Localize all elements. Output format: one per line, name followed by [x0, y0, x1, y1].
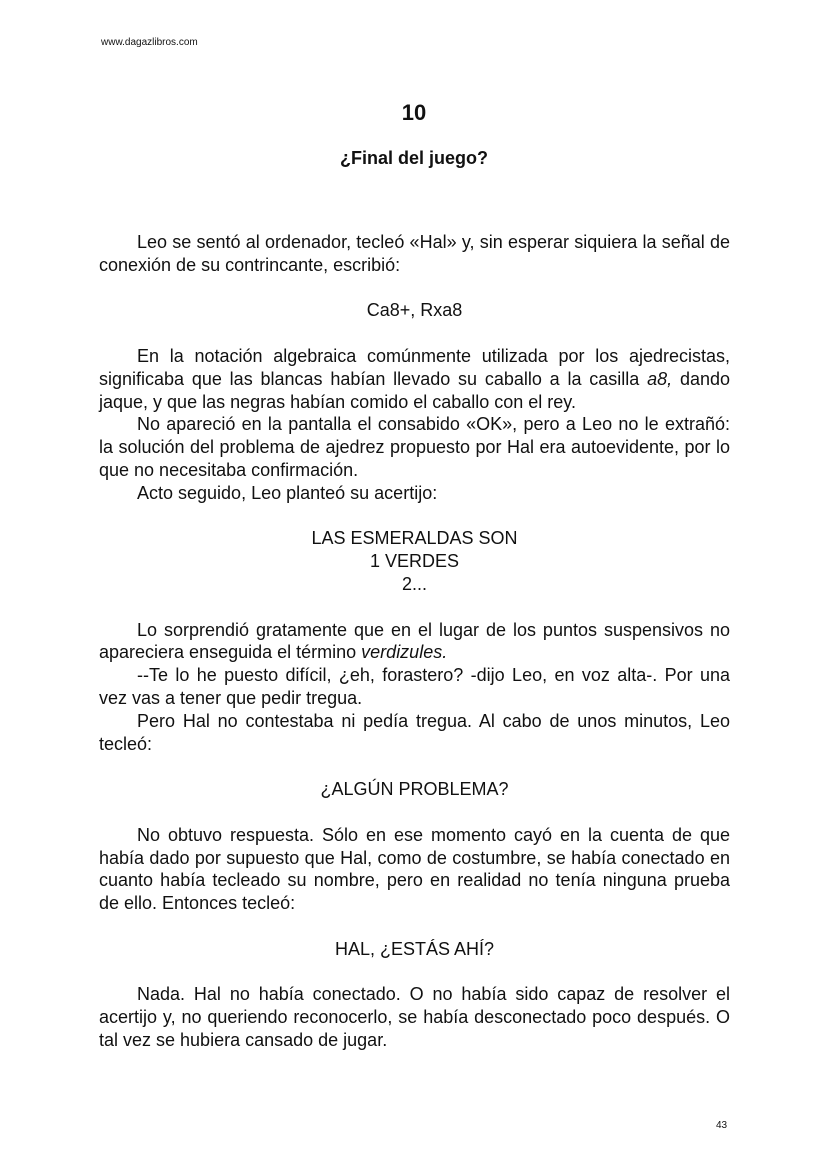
chapter-body [99, 231, 730, 1052]
paragraph-text: Lo sorprendió gratamente que en el lugar de los puntos suspensivos no apareciera enseguida el término [99, 619, 730, 663]
riddle-line: 2... [401, 573, 427, 594]
chapter-title: ¿Final del juego? [340, 148, 488, 168]
paragraph: No apareció en la pantalla el consabido «OK», pero a Leo no le extrañó: la solución del problema de ajedrez propuesto por Hal era autoevidente, por lo que no necesitaba confirmación. [99, 414, 730, 480]
paragraph: --Te lo he puesto difícil, ¿eh, forastero? -dijo Leo, en voz alta-. Por una vez vas a tener que pedir tregua. [99, 665, 730, 708]
page-number: 43 [716, 1120, 728, 1131]
typed-question: ¿ALGÚN PROBLEMA? [320, 779, 509, 800]
paragraph: Pero Hal no contestaba ni pedía tregua. Al cabo de unos minutos, Leo tecleó: [99, 710, 730, 754]
riddle-line: LAS ESMERALDAS SON [311, 528, 518, 549]
paragraph-text: dando jaque, y que las negras habían comido el caballo con el rey. [99, 368, 730, 412]
chess-move: Ca8+, Rxa8 [366, 300, 463, 321]
paragraph [99, 345, 730, 413]
chapter-number: 10 [401, 100, 427, 125]
emphasized-word: verdizules. [361, 642, 448, 663]
paragraph: No obtuvo respuesta. Sólo en ese momento cayó en la cuenta de que había dado por supuesto que Hal, como de costumbre, se había conectado en cuanto había tecleado su nombre, pero en realidad no tenía ninguna prueba de ello. Entonces tecleó: [99, 824, 730, 914]
riddle-line: 1 VERDES [369, 551, 460, 572]
paragraph: Nada. Hal no había conectado. O no había sido capaz de resolver el acertijo y, no queriendo reconocerlo, se había desconectado poco después. O tal vez se hubiera cansado de jugar. [99, 984, 730, 1050]
site-url: www.dagazlibros.com [101, 37, 198, 48]
typed-question: HAL, ¿ESTÁS AHÍ? [334, 938, 495, 959]
paragraph [99, 619, 730, 665]
paragraph-text: En la notación algebraica comúnmente utilizada por los ajedrecistas, significaba que las blancas habían llevado su caballo a la casilla [99, 345, 730, 389]
paragraph: Acto seguido, Leo planteó su acertijo: [137, 482, 438, 503]
paragraph: Leo se sentó al ordenador, tecleó «Hal» y, sin esperar siquiera la señal de conexión de su contrincante, escribió: [99, 232, 730, 275]
square-name: a8, [647, 368, 673, 389]
